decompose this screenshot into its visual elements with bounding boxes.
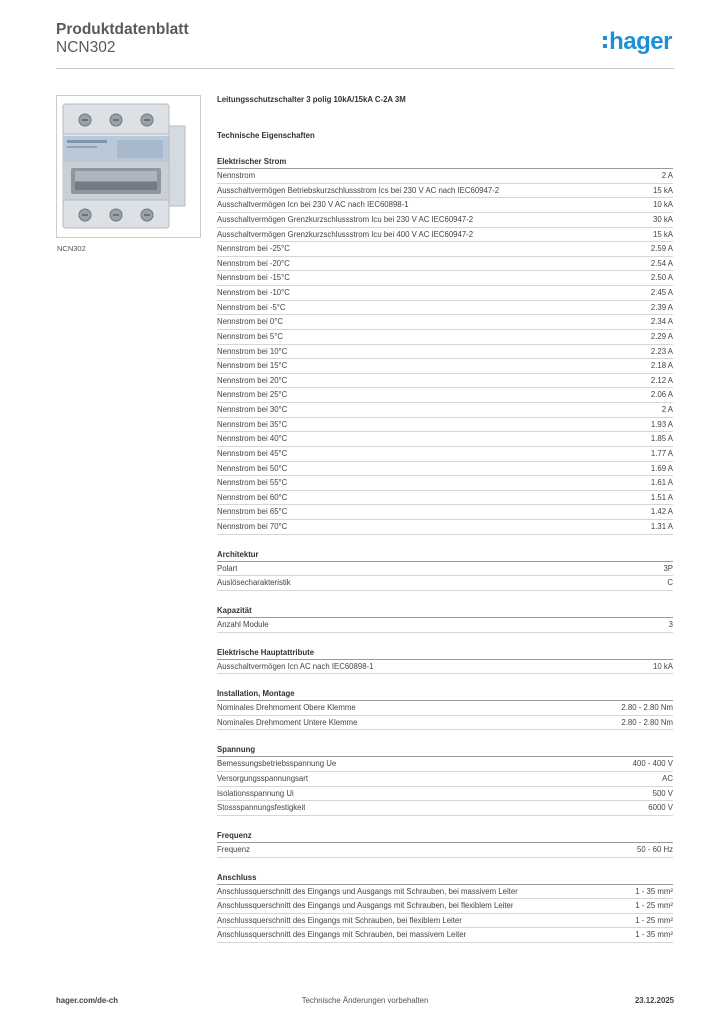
spec-label: Nennstrom bei -10°C xyxy=(217,288,290,297)
spec-value: 1.77 A xyxy=(650,448,673,458)
spec-value: 1 - 25 mm² xyxy=(635,915,673,925)
spec-row xyxy=(217,198,673,213)
spec-row xyxy=(217,716,673,731)
footer-notice: Technische Änderungen vorbehalten xyxy=(301,996,429,1005)
section-heading: Technische Eigenschaften xyxy=(217,131,315,140)
spec-label: Anzahl Module xyxy=(217,619,269,629)
spec-row xyxy=(217,184,673,199)
spec-value: 50 - 60 Hz xyxy=(637,844,673,854)
spec-label: Ausschaltvermögen Icn AC nach IEC60898-1 xyxy=(217,661,374,671)
footer-date: 23.12.2025 xyxy=(634,996,674,1005)
spec-row xyxy=(217,462,673,477)
spec-label: Frequenz xyxy=(217,844,250,854)
spec-label: Ausschaltvermögen Grenzkurzschlussstrom Icu bei 230 V AC IEC60947-2 xyxy=(217,214,474,224)
spec-label: Nominales Drehmoment Untere Klemme xyxy=(217,717,358,727)
spec-row xyxy=(217,520,673,535)
spec-value: 2.23 A xyxy=(650,346,673,356)
spec-row xyxy=(217,899,673,914)
group-title: Spannung xyxy=(217,744,673,757)
document-title: Produktdatenblatt xyxy=(56,21,189,38)
footer-website: hager.com/de-ch xyxy=(56,996,118,1005)
spec-value: 15 kA xyxy=(653,185,673,195)
group-title: Installation, Montage xyxy=(217,688,673,701)
document-subtitle: NCN302 xyxy=(56,39,116,56)
spec-label: Nennstrom bei 5°C xyxy=(217,331,283,341)
spec-value: 6000 V xyxy=(648,803,673,813)
spec-row xyxy=(217,315,673,330)
spec-row xyxy=(217,928,673,943)
spec-value: 2.06 A xyxy=(650,390,673,400)
spec-row xyxy=(217,286,673,301)
group-title: Frequenz xyxy=(217,830,673,843)
group-title: Kapazität xyxy=(217,605,673,618)
spec-label: Anschlussquerschnitt des Eingangs und Ausgangs mit Schrauben, bei flexiblem Leiter xyxy=(217,901,514,911)
spec-row xyxy=(217,432,673,447)
spec-value: C xyxy=(667,578,673,588)
spec-row xyxy=(217,660,673,675)
spec-label: Versorgungsspannungsart xyxy=(217,774,309,783)
spec-value: 1 - 35 mm² xyxy=(635,886,673,896)
spec-label: Nennstrom bei -15°C xyxy=(217,273,290,283)
group-title: Elektrische Hauptattribute xyxy=(217,647,673,660)
spec-label: Anschlussquerschnitt des Eingangs und Ausgangs mit Schrauben, bei massivem Leiter xyxy=(217,886,518,896)
spec-label: Isolationsspannung Ui xyxy=(217,788,294,798)
spec-value: 2.54 A xyxy=(650,258,673,268)
group-title: Elektrischer Strom xyxy=(217,156,673,169)
spec-value: 2.12 A xyxy=(650,375,673,385)
spec-label: Nennstrom bei 20°C xyxy=(217,375,288,385)
spec-label: Bemessungsbetriebsspannung Ue xyxy=(217,759,337,769)
spec-value: 3 xyxy=(668,619,673,629)
spec-row xyxy=(217,330,673,345)
spec-row xyxy=(217,388,673,403)
spec-label: Nennstrom bei 30°C xyxy=(217,405,288,414)
spec-row xyxy=(217,257,673,272)
spec-row xyxy=(217,885,673,900)
image-caption: NCN302 xyxy=(57,244,86,253)
hager-logo xyxy=(604,28,672,56)
spec-row xyxy=(217,374,673,389)
spec-value: 2.18 A xyxy=(650,361,673,371)
spec-value: 2.34 A xyxy=(650,317,673,327)
spec-row xyxy=(217,301,673,316)
spec-value: 2 A xyxy=(661,405,673,414)
spec-row xyxy=(217,576,673,591)
spec-label: Nominales Drehmoment Obere Klemme xyxy=(217,703,356,713)
spec-label: Nennstrom bei 60°C xyxy=(217,492,288,502)
spec-value: 1 - 25 mm² xyxy=(635,901,673,911)
spec-row xyxy=(217,843,673,858)
spec-row xyxy=(217,562,673,577)
spec-label: Nennstrom bei 15°C xyxy=(217,361,288,371)
spec-value: 1.93 A xyxy=(650,419,673,429)
spec-value: 2.80 - 2.80 Nm xyxy=(621,717,673,727)
spec-row xyxy=(217,403,673,418)
page-footer xyxy=(56,996,674,1010)
spec-label: Nennstrom bei 10°C xyxy=(217,346,288,356)
spec-label: Ausschaltvermögen Grenzkurzschlussstrom Icu bei 400 V AC IEC60947-2 xyxy=(217,229,474,239)
spec-label: Nennstrom xyxy=(217,171,256,180)
spec-label: Nennstrom bei 65°C xyxy=(217,507,288,517)
specification-groups xyxy=(217,156,673,943)
spec-row xyxy=(217,787,673,802)
spec-row xyxy=(217,701,673,716)
spec-row xyxy=(217,757,673,772)
spec-label: Nennstrom bei 25°C xyxy=(217,390,288,400)
spec-row xyxy=(217,169,673,184)
spec-row xyxy=(217,618,673,633)
circuit-breaker-illustration xyxy=(57,96,200,237)
spec-label: Auslösecharakteristik xyxy=(217,578,291,588)
spec-label: Nennstrom bei 70°C xyxy=(217,522,288,531)
spec-row xyxy=(217,213,673,228)
spec-row xyxy=(217,345,673,360)
spec-label: Stossspannungsfestigkeit xyxy=(217,803,306,813)
spec-row xyxy=(217,447,673,462)
spec-label: Nennstrom bei 35°C xyxy=(217,419,288,429)
spec-value: 1.61 A xyxy=(650,478,673,488)
group-title: Anschluss xyxy=(217,872,673,885)
spec-value: 500 V xyxy=(652,788,673,798)
spec-row xyxy=(217,228,673,243)
specification-content xyxy=(217,94,673,943)
spec-label: Nennstrom bei -20°C xyxy=(217,258,290,268)
spec-label: Nennstrom bei -5°C xyxy=(217,302,286,312)
spec-value: 10 kA xyxy=(653,200,673,210)
spec-value: 1.31 A xyxy=(650,522,673,531)
spec-label: Anschlussquerschnitt des Eingangs mit Schrauben, bei massivem Leiter xyxy=(217,930,467,940)
spec-value: 1.69 A xyxy=(650,463,673,473)
spec-label: Nennstrom bei 55°C xyxy=(217,478,288,488)
spec-value: 1.51 A xyxy=(650,492,673,502)
spec-value: 2 A xyxy=(661,171,673,180)
spec-value: 10 kA xyxy=(653,661,673,671)
spec-value: 2.39 A xyxy=(650,302,673,312)
group-title: Architektur xyxy=(217,549,673,562)
spec-value: 1.85 A xyxy=(650,434,673,444)
spec-label: Nennstrom bei 45°C xyxy=(217,448,288,458)
spec-label: Nennstrom bei 0°C xyxy=(217,317,283,327)
spec-label: Ausschaltvermögen Icn bei 230 V AC nach IEC60898-1 xyxy=(217,200,409,210)
spec-label: Ausschaltvermögen Betriebskurzschlussstrom Ics bei 230 V AC nach IEC60947-2 xyxy=(217,185,500,195)
spec-row xyxy=(217,491,673,506)
spec-label: Polart xyxy=(217,563,238,573)
spec-value: 1.42 A xyxy=(650,507,673,517)
spec-row xyxy=(217,476,673,491)
spec-value: 2.45 A xyxy=(650,288,673,297)
product-image xyxy=(56,95,201,238)
spec-value: 15 kA xyxy=(653,229,673,239)
spec-value: 1 - 35 mm² xyxy=(635,930,673,940)
spec-value: 2.59 A xyxy=(650,244,673,254)
spec-value: 2.50 A xyxy=(650,273,673,283)
spec-row xyxy=(217,772,673,787)
spec-value: 2.80 - 2.80 Nm xyxy=(621,703,673,713)
spec-value: 400 - 400 V xyxy=(632,759,673,769)
spec-label: Nennstrom bei -25°C xyxy=(217,244,290,254)
spec-row xyxy=(217,801,673,816)
spec-row xyxy=(217,359,673,374)
spec-row xyxy=(217,242,673,257)
spec-row xyxy=(217,271,673,286)
page-header xyxy=(56,21,674,69)
spec-label: Nennstrom bei 50°C xyxy=(217,463,288,473)
spec-value: 3P xyxy=(663,563,673,573)
product-description: Leitungsschutzschalter 3 polig 10kA/15kA C-2A 3M xyxy=(217,95,406,104)
spec-row xyxy=(217,505,673,520)
spec-row xyxy=(217,914,673,929)
spec-row xyxy=(217,418,673,433)
spec-label: Anschlussquerschnitt des Eingangs mit Schrauben, bei flexiblem Leiter xyxy=(217,915,462,925)
spec-value: AC xyxy=(662,774,673,783)
logo-text: hager xyxy=(609,28,672,55)
spec-label: Nennstrom bei 40°C xyxy=(217,434,288,444)
spec-value: 30 kA xyxy=(653,214,673,224)
logo-dots-icon xyxy=(603,36,608,50)
spec-value: 2.29 A xyxy=(650,331,673,341)
